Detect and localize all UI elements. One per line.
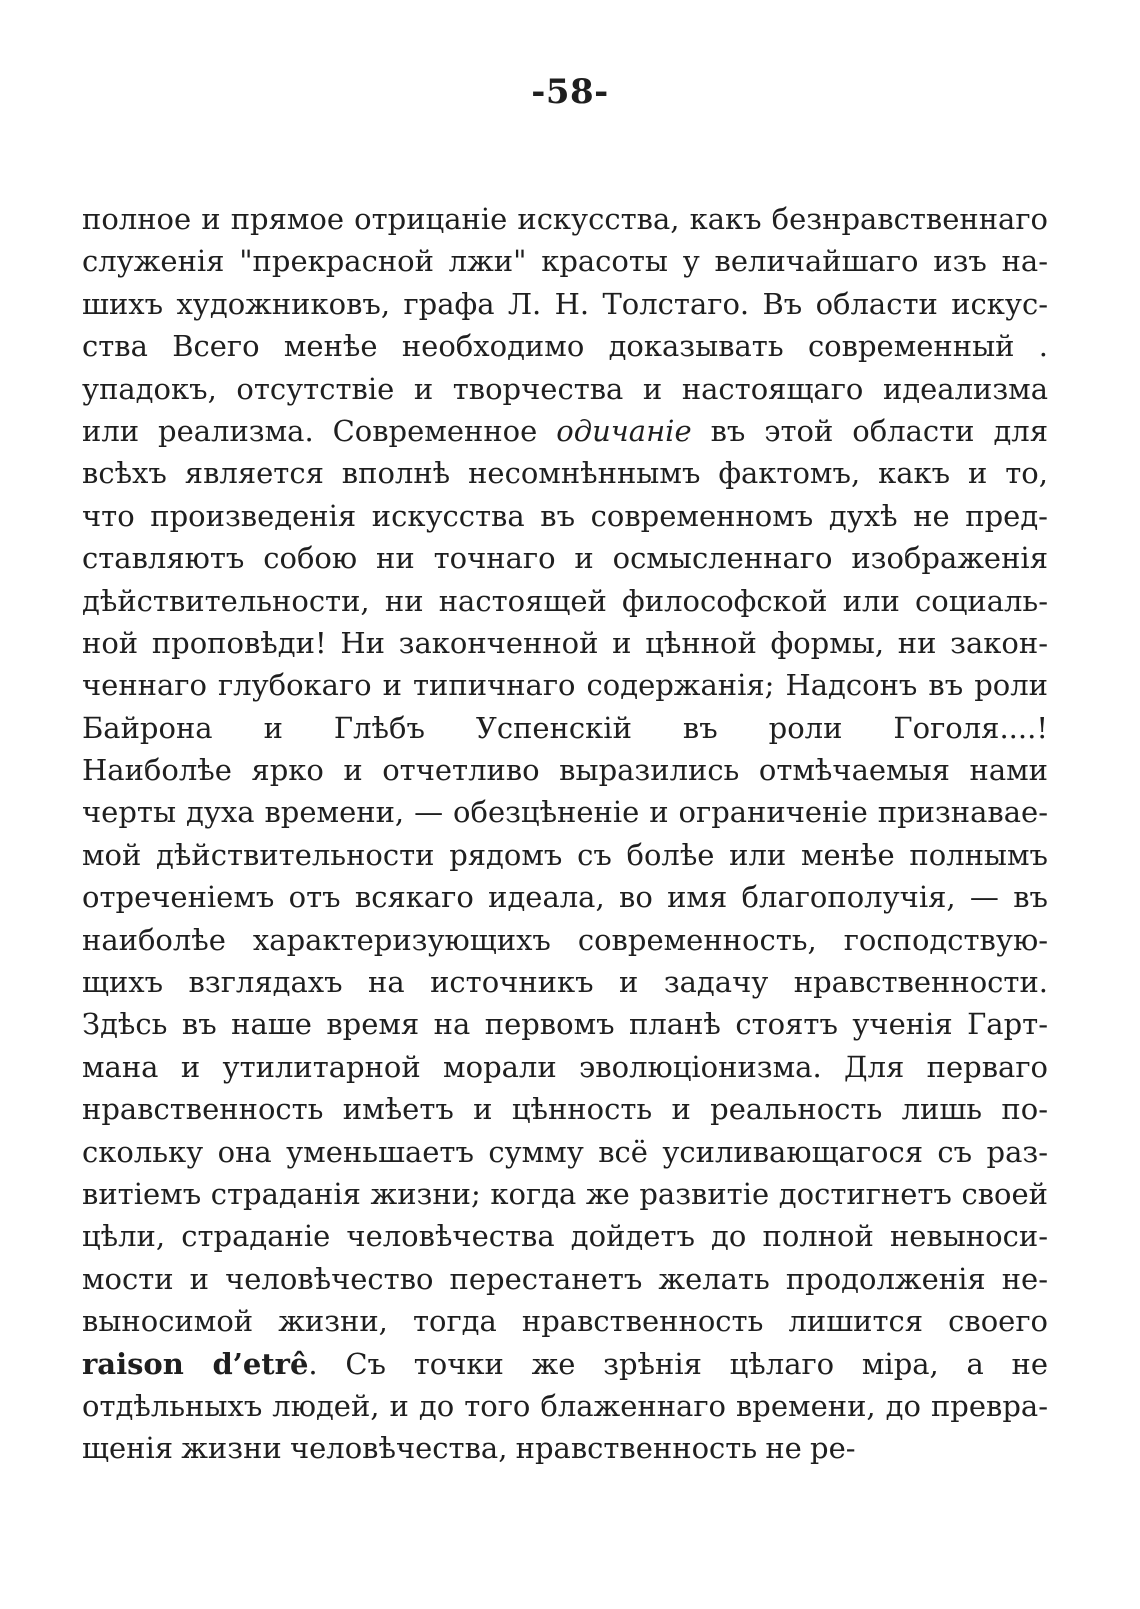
text-line: витiемъ страданiя жизни; когда же развитiе достигнетъ своей [82, 1176, 1048, 1211]
text-line-with-italic [82, 410, 1048, 452]
text-line: выносимой жизни, тогда нравственность лишится своего [82, 1304, 1048, 1339]
text-line: ченнаго глубокаго и типичнаго содержанiя; Надсонъ въ роли [82, 668, 1048, 703]
text-segment: . Съ точки же зрѣнiя цѣлаго мiра, а не [308, 1346, 1048, 1381]
page-number: -58- [531, 72, 609, 112]
text-line: скольку она уменьшаетъ сумму всё усиливающагося съ раз- [82, 1134, 1048, 1169]
text-segment: въ этой области для [710, 413, 1048, 448]
text-segment: или реализма. Современное [82, 413, 538, 448]
text-line: шихъ художниковъ, графа Л. Н. Толстаго. Въ области искус- [82, 286, 1048, 321]
text-line: нравственность имѣетъ и цѣнность и реальность лишь по- [82, 1092, 1048, 1127]
text-line: отреченiемъ отъ всякаго идеала, во имя благополучiя, — въ [82, 880, 1048, 915]
text-line: Байрона и Глѣбъ Успенскiй въ роли Гоголя....! [82, 710, 1048, 745]
text-line: цѣли, страданiе человѣчества дойдетъ до полной невыноси- [82, 1219, 1048, 1254]
text-line: мана и утилитарной морали эволюцiонизма. Для перваго [82, 1049, 1048, 1084]
text-line: мости и человѣчество перестанетъ желать продолженiя не- [82, 1261, 1048, 1296]
text-line: Наиболѣе ярко и отчетливо выразились отмѣчаемыя нами [82, 753, 1048, 788]
text-line-with-bold [82, 1343, 1048, 1385]
italic-term: одичанiе [556, 413, 692, 448]
bold-term: raison d’etrê [82, 1346, 309, 1381]
text-line: мой дѣйствительности рядомъ съ болѣе или менѣе полнымъ [82, 837, 1048, 872]
text-line: черты духа времени, — обезцѣненiе и ограниченiе признавае- [82, 795, 1048, 830]
text-line: наиболѣе характеризующихъ современность, господствую- [82, 922, 1048, 957]
text-line: полное и прямое отрицанiе искусства, какъ безнравственнаго [82, 202, 1048, 236]
body-text [82, 198, 1048, 1470]
text-line: отдѣльныхъ людей, и до того блаженнаго времени, до превра- [82, 1388, 1048, 1423]
text-line: ставляютъ собою ни точнаго и осмысленнаго изображенiя [82, 541, 1048, 576]
text-line: ства Всего менѣе необходимо доказывать современный . [82, 329, 1048, 364]
text-line-last: щенiя жизни человѣчества, нравственность не ре- [82, 1431, 856, 1466]
text-line: щихъ взглядахъ на источникъ и задачу нравственности. [82, 965, 1048, 1000]
text-line: дѣйствительности, ни настоящей философской или социаль- [82, 583, 1048, 618]
text-line: что произведенiя искусства въ современномъ духѣ не пред- [82, 498, 1048, 533]
text-line: Здѣсь въ наше время на первомъ планѣ стоятъ ученiя Гарт- [82, 1007, 1048, 1042]
text-line: всѣхъ является вполнѣ несомнѣннымъ фактомъ, какъ и то, [82, 456, 1048, 491]
text-line: служенiя "прекрасной лжи" красоты у величайшаго изъ на- [82, 244, 1048, 279]
text-line: упадокъ, отсутствiе и творчества и настоящаго идеализма [82, 371, 1048, 406]
text-line: ной проповѣди! Ни законченной и цѣнной формы, ни закон- [82, 625, 1048, 660]
